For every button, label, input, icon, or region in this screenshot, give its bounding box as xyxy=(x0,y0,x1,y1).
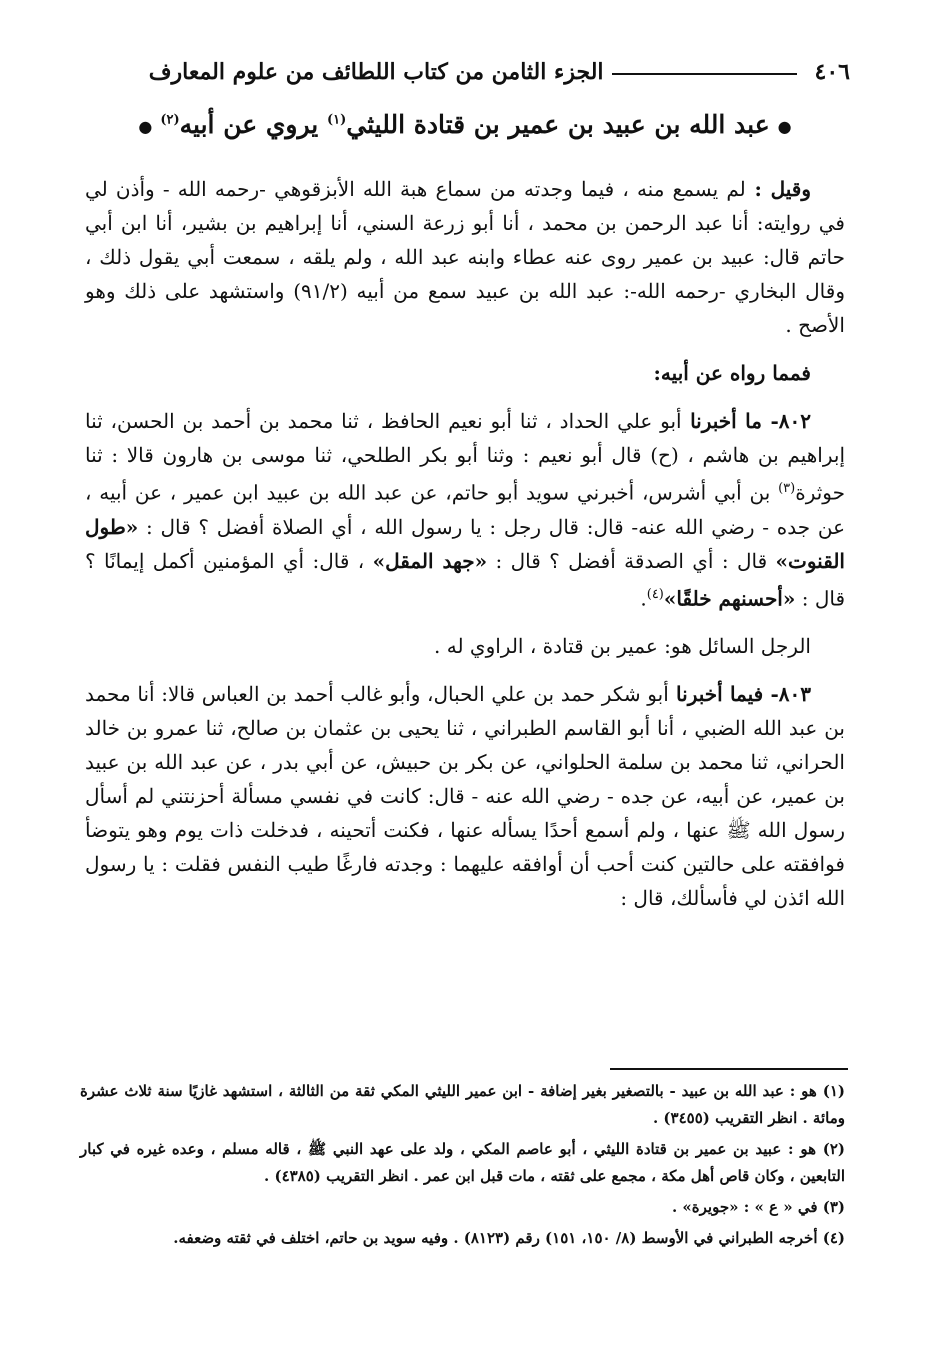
hadith-802-quote-2: «جهد المقل» xyxy=(372,548,488,573)
running-head-title: الجزء الثامن من كتاب اللطائف من علوم المعارف xyxy=(148,59,604,85)
intro-text: لم يسمع منه ، فيما وجدته من سماع هبة الله الأبزقوهي -رحمه الله - وأذن لي في روايته: أنا عبد الرحمن بن محمد ، أنا أبو زرعة السني، أنا إبراهيم بن بشير، أنا ابن أبي حاتم قال: عبيد بن عمير روى عنه عطاء وابنه عبد الله ، ولم يلقه ، سمعت أبي يقول ذلك ، وقال البخاري -رحمه الله-: عبد الله بن عبيد سمع من أبيه (٩١/٢) واستشهد على ذلك وهو الأصح . xyxy=(85,177,845,337)
subheading: فمما رواه عن أبيه: xyxy=(653,361,811,385)
footnote-3: (٣) في « ع » : «جويرة» . xyxy=(671,1198,845,1216)
hadith-802-quote-3: «أحسنهم خلقًا» xyxy=(663,586,796,611)
intro-lead: وقيل : xyxy=(745,177,812,201)
footnote-ref: (٢) xyxy=(160,112,180,128)
hadith-802-part-b: بن أبي أشرس، أخبرني سويد أبو حاتم، عن عبد الله بن عبيد ابن عمير ، عن أبيه ، عن جده - رضي الله عنه- قال: قال رجل : يا رسول الله ، أي الصلاة أفضل ؟ قال : xyxy=(85,480,845,539)
hadith-802 xyxy=(85,404,845,615)
footnote-ref: (٤) xyxy=(646,586,664,602)
hadith-803 xyxy=(85,677,845,915)
hadith-802-part-d: ، قال: أي المؤمنين أكمل إيمانًا ؟ قال : xyxy=(85,548,845,611)
heading-text: عبد الله بن عبيد بن عمير بن قتادة الليثي xyxy=(346,110,770,139)
hadith-802-lead: ٨٠٢- ما أخبرنا xyxy=(681,409,811,433)
footnotes xyxy=(80,1078,845,1256)
bullet-icon: ● xyxy=(777,117,792,136)
footnote-2: (٢) هو : عبيد بن عمير بن قتادة الليثي ، أبو عاصم المكي ، ولد على عهد النبي ﷺ ، قاله مسلم ، وعده غيره في كبار التابعين ، وكان قاص أهل مكة ، مجمع على ثقته ، مات قبل ابن عمر . انظر التقريب (٤٣٨٥) . xyxy=(80,1140,845,1185)
section-heading xyxy=(90,110,840,139)
heading-text-2: يروي عن أبيه xyxy=(179,110,319,139)
footnote-1: (١) هو : عبد الله بن عبيد - بالتصغير بغير إضافة - ابن عمير الليثي المكي ثقة من الثالثة ، استشهد غازيًا سنة ثلاث عشرة ومائة . انظر التقريب (٣٤٥٥) . xyxy=(80,1082,845,1127)
body-text xyxy=(85,172,845,915)
running-head xyxy=(80,52,850,92)
narrator-note: الرجل السائل هو: عمير بن قتادة ، الراوي له . xyxy=(434,634,811,659)
footnote-ref: (٣) xyxy=(778,481,796,496)
hadith-802-quote-1: «طول القنوت» xyxy=(85,514,845,573)
hadith-803-text: أبو شكر حمد بن علي الحبال، وأبو غالب أحمد بن العباس قالا: أنا محمد بن عبد الله الضبي ، أنا أبو القاسم الطبراني ، ثنا يحيى بن عثمان بن صالح، ثنا عمرو بن خالد الحراني، ثنا محمد بن سلمة الحلواني، عن بكر بن حبيش، عن أبي بدر ، عن عبد الله بن عبيد بن عمير، عن أبيه، عن جده - رضي الله عنه - قال: كانت في نفسي مسألة أحزنتني لم أسأل رسول الله ﷺ عنها ، ولم أسمع أحدًا يسأله عنها ، فكنت أتحينه ، فدخلت ذات يوم وهو يتوضأ فوافقته على حالتين كنت أحب أن أوافقه عليهما : وجدته فارغًا طيب النفس فقلت : يا رسول الله ائذن لي فأسألك، قال : xyxy=(85,682,845,911)
hadith-802-part-c: قال : أي الصدقة أفضل ؟ قال : xyxy=(487,548,776,573)
hadith-803-lead: ٨٠٣- فيما أخبرنا xyxy=(668,682,812,707)
page-number: ٤٠٦ xyxy=(814,59,850,85)
footnote-4: (٤) أخرجه الطبراني في الأوسط (٨/ ١٥٠، ١٥١) رقم (٨١٢٣) . وفيه سويد بن حاتم، اختلف في ثقته وضعفه. xyxy=(173,1229,845,1247)
bullet-icon: ● xyxy=(138,117,153,136)
running-head-rule xyxy=(612,73,797,75)
intro-paragraph xyxy=(85,172,845,342)
hadith-802-part-a: أبو علي الحداد ، ثنا أبو نعيم الحافظ ، ثنا محمد بن أحمد بن الحسن، ثنا إبراهيم بن هاشم ، (ح) قال أبو نعيم : وثنا أبو بكر الطلحي، ثنا موسى بن هارون قالا : ثنا حوثرة xyxy=(85,409,845,505)
hadith-802-end: . xyxy=(640,586,647,611)
footnote-ref: (١) xyxy=(326,112,347,128)
footnote-divider xyxy=(610,1068,848,1070)
